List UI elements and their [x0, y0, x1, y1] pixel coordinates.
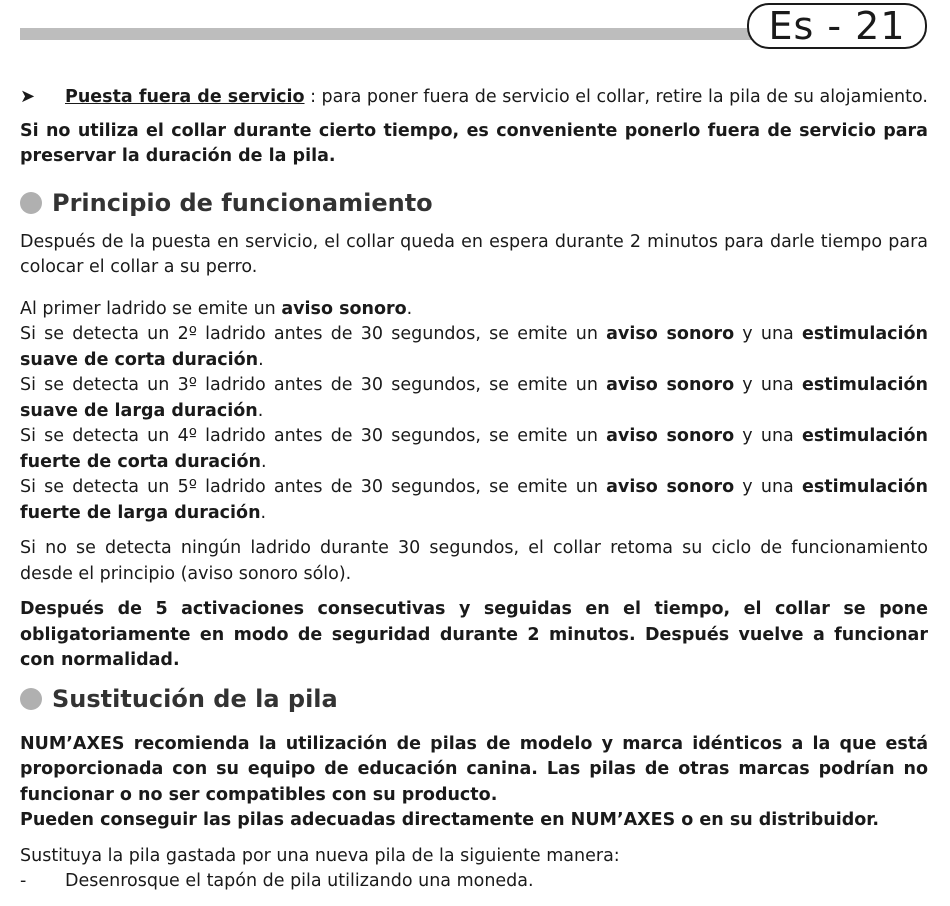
list-item: [20, 869, 928, 895]
cycle-reset-text: Si no se detecta ningún ladrido durante 30 segundos, el collar retoma su ciclo de funcionamiento desde el principio (aviso sonoro sólo).: [20, 538, 928, 584]
heading-text: Principio de funcionamiento: [52, 188, 433, 217]
step-text: Desenrosque el tapón de pila utilizando una moneda.: [65, 871, 534, 891]
section-heading-principle: [20, 186, 928, 220]
arrow-bullet-icon: ➤: [20, 86, 36, 107]
battery-instructions: Sustituya la pila gastada por una nueva pila de la siguiente manera:: [20, 845, 620, 866]
heading-text: Sustitución de la pila: [52, 684, 338, 713]
battery-recommendation: NUM’AXES recomienda la utilización de pilas de modelo y marca idénticos a la que está proporcionada con su equipo de educación canina. Las pilas de otras marcas podrían no funcionar o no ser compatibles con su producto.: [20, 733, 928, 805]
safety-mode-text: Después de 5 activaciones consecutivas y seguidas en el tiempo, el collar se pone obligatoriamente en modo de seguridad durante 2 minutos. Después vuelve a funcionar con normalidad.: [20, 599, 928, 670]
battery-purchase-note: Pueden conseguir las pilas adecuadas directamente en NUM’AXES o en su distribuidor.: [20, 810, 880, 830]
bullet-dot-icon: [20, 688, 42, 710]
header-bar: [20, 28, 760, 40]
page-number: Es - 21: [768, 4, 906, 48]
page-content: [20, 84, 928, 895]
section-heading-battery: [20, 682, 928, 716]
dash-bullet: -: [20, 871, 27, 891]
bark-sequence: Al primer ladrido se emite un aviso sonoro. Si se detecta un 2º ladrido antes de 30 segundos, se emite un aviso sonoro y una estimulación suave de corta duración. Si se detecta un 3º ladrido antes de 30 segundos, se emite un aviso sonoro y una estimulación suave de larga duración. Si se detecta un 4º ladrido antes de 30 segundos, se emite un aviso sonoro y una estimulación fuerte de corta duración. Si se detecta un 5º ladrido antes de 30 segundos, se emite un aviso sonoro y una estimulación fuerte de larga duración.: [20, 298, 928, 523]
service-note: Si no utiliza el collar durante cierto tiempo, es conveniente ponerlo fuera de servicio para preservar la duración de la pila.: [20, 120, 928, 166]
page-number-badge: [747, 3, 927, 49]
principle-intro: Después de la puesta en servicio, el collar queda en espera durante 2 minutos para darle tiempo para colocar el collar a su perro.: [20, 231, 928, 277]
bullet-term: Puesta fuera de servicio: [65, 87, 305, 107]
bullet-text: : para poner fuera de servicio el collar, retire la pila de su alojamiento.: [304, 87, 928, 107]
bullet-dot-icon: [20, 192, 42, 214]
service-bullet: [20, 84, 928, 111]
